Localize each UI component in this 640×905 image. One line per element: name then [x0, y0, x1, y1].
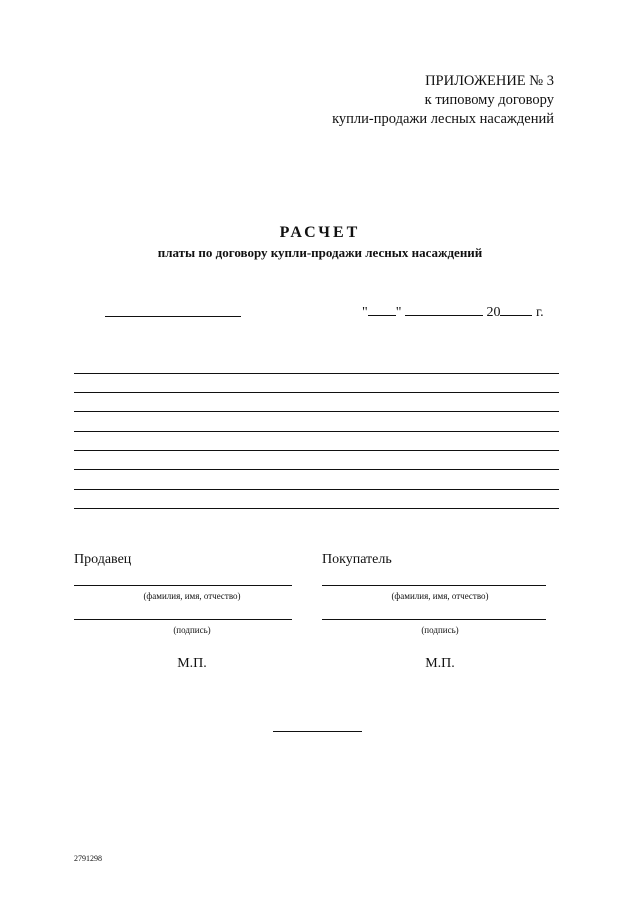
buyer-stamp: М.П. [425, 656, 455, 671]
body-line-8 [74, 508, 559, 509]
document-number: 2791298 [74, 854, 102, 863]
body-line-6 [74, 469, 559, 470]
seller-fio-caption: (фамилия, имя, отчество) [143, 591, 241, 601]
buyer-fio-caption: (фамилия, имя, отчество) [391, 591, 489, 601]
seller-signature-caption: (подпись) [173, 625, 211, 635]
buyer-signature-line [322, 619, 546, 620]
place-blank-line [105, 316, 241, 317]
body-line-2 [74, 392, 559, 393]
appendix-number: ПРИЛОЖЕНИЕ № 3 [425, 73, 554, 89]
buyer-signature-caption: (подпись) [421, 625, 459, 635]
date-close-quote: " [395, 305, 402, 320]
end-separator-line [273, 731, 362, 732]
year-prefix: 20 [486, 305, 501, 320]
appendix-line-2: к типовому договору [424, 92, 554, 108]
document-title: РАСЧЕТ [279, 224, 361, 241]
buyer-label: Покупатель [322, 552, 392, 567]
body-line-7 [74, 489, 559, 490]
document-subtitle: платы по договору купли-продажи лесных насаждений [157, 245, 483, 260]
day-blank [368, 301, 396, 316]
body-line-3 [74, 411, 559, 412]
body-line-1 [74, 373, 559, 374]
month-blank [405, 301, 483, 316]
buyer-fio-line [322, 585, 546, 586]
seller-fio-line [74, 585, 292, 586]
seller-stamp: М.П. [177, 656, 207, 671]
body-line-5 [74, 450, 559, 451]
appendix-header [332, 72, 554, 129]
year-blank [500, 301, 532, 316]
year-suffix: г. [535, 305, 544, 320]
body-line-4 [74, 431, 559, 432]
date-field [362, 301, 544, 321]
seller-label: Продавец [74, 552, 132, 567]
appendix-line-3: купли-продажи лесных насаждений [332, 111, 554, 127]
seller-signature-line [74, 619, 292, 620]
date-open-quote: " [362, 305, 368, 320]
